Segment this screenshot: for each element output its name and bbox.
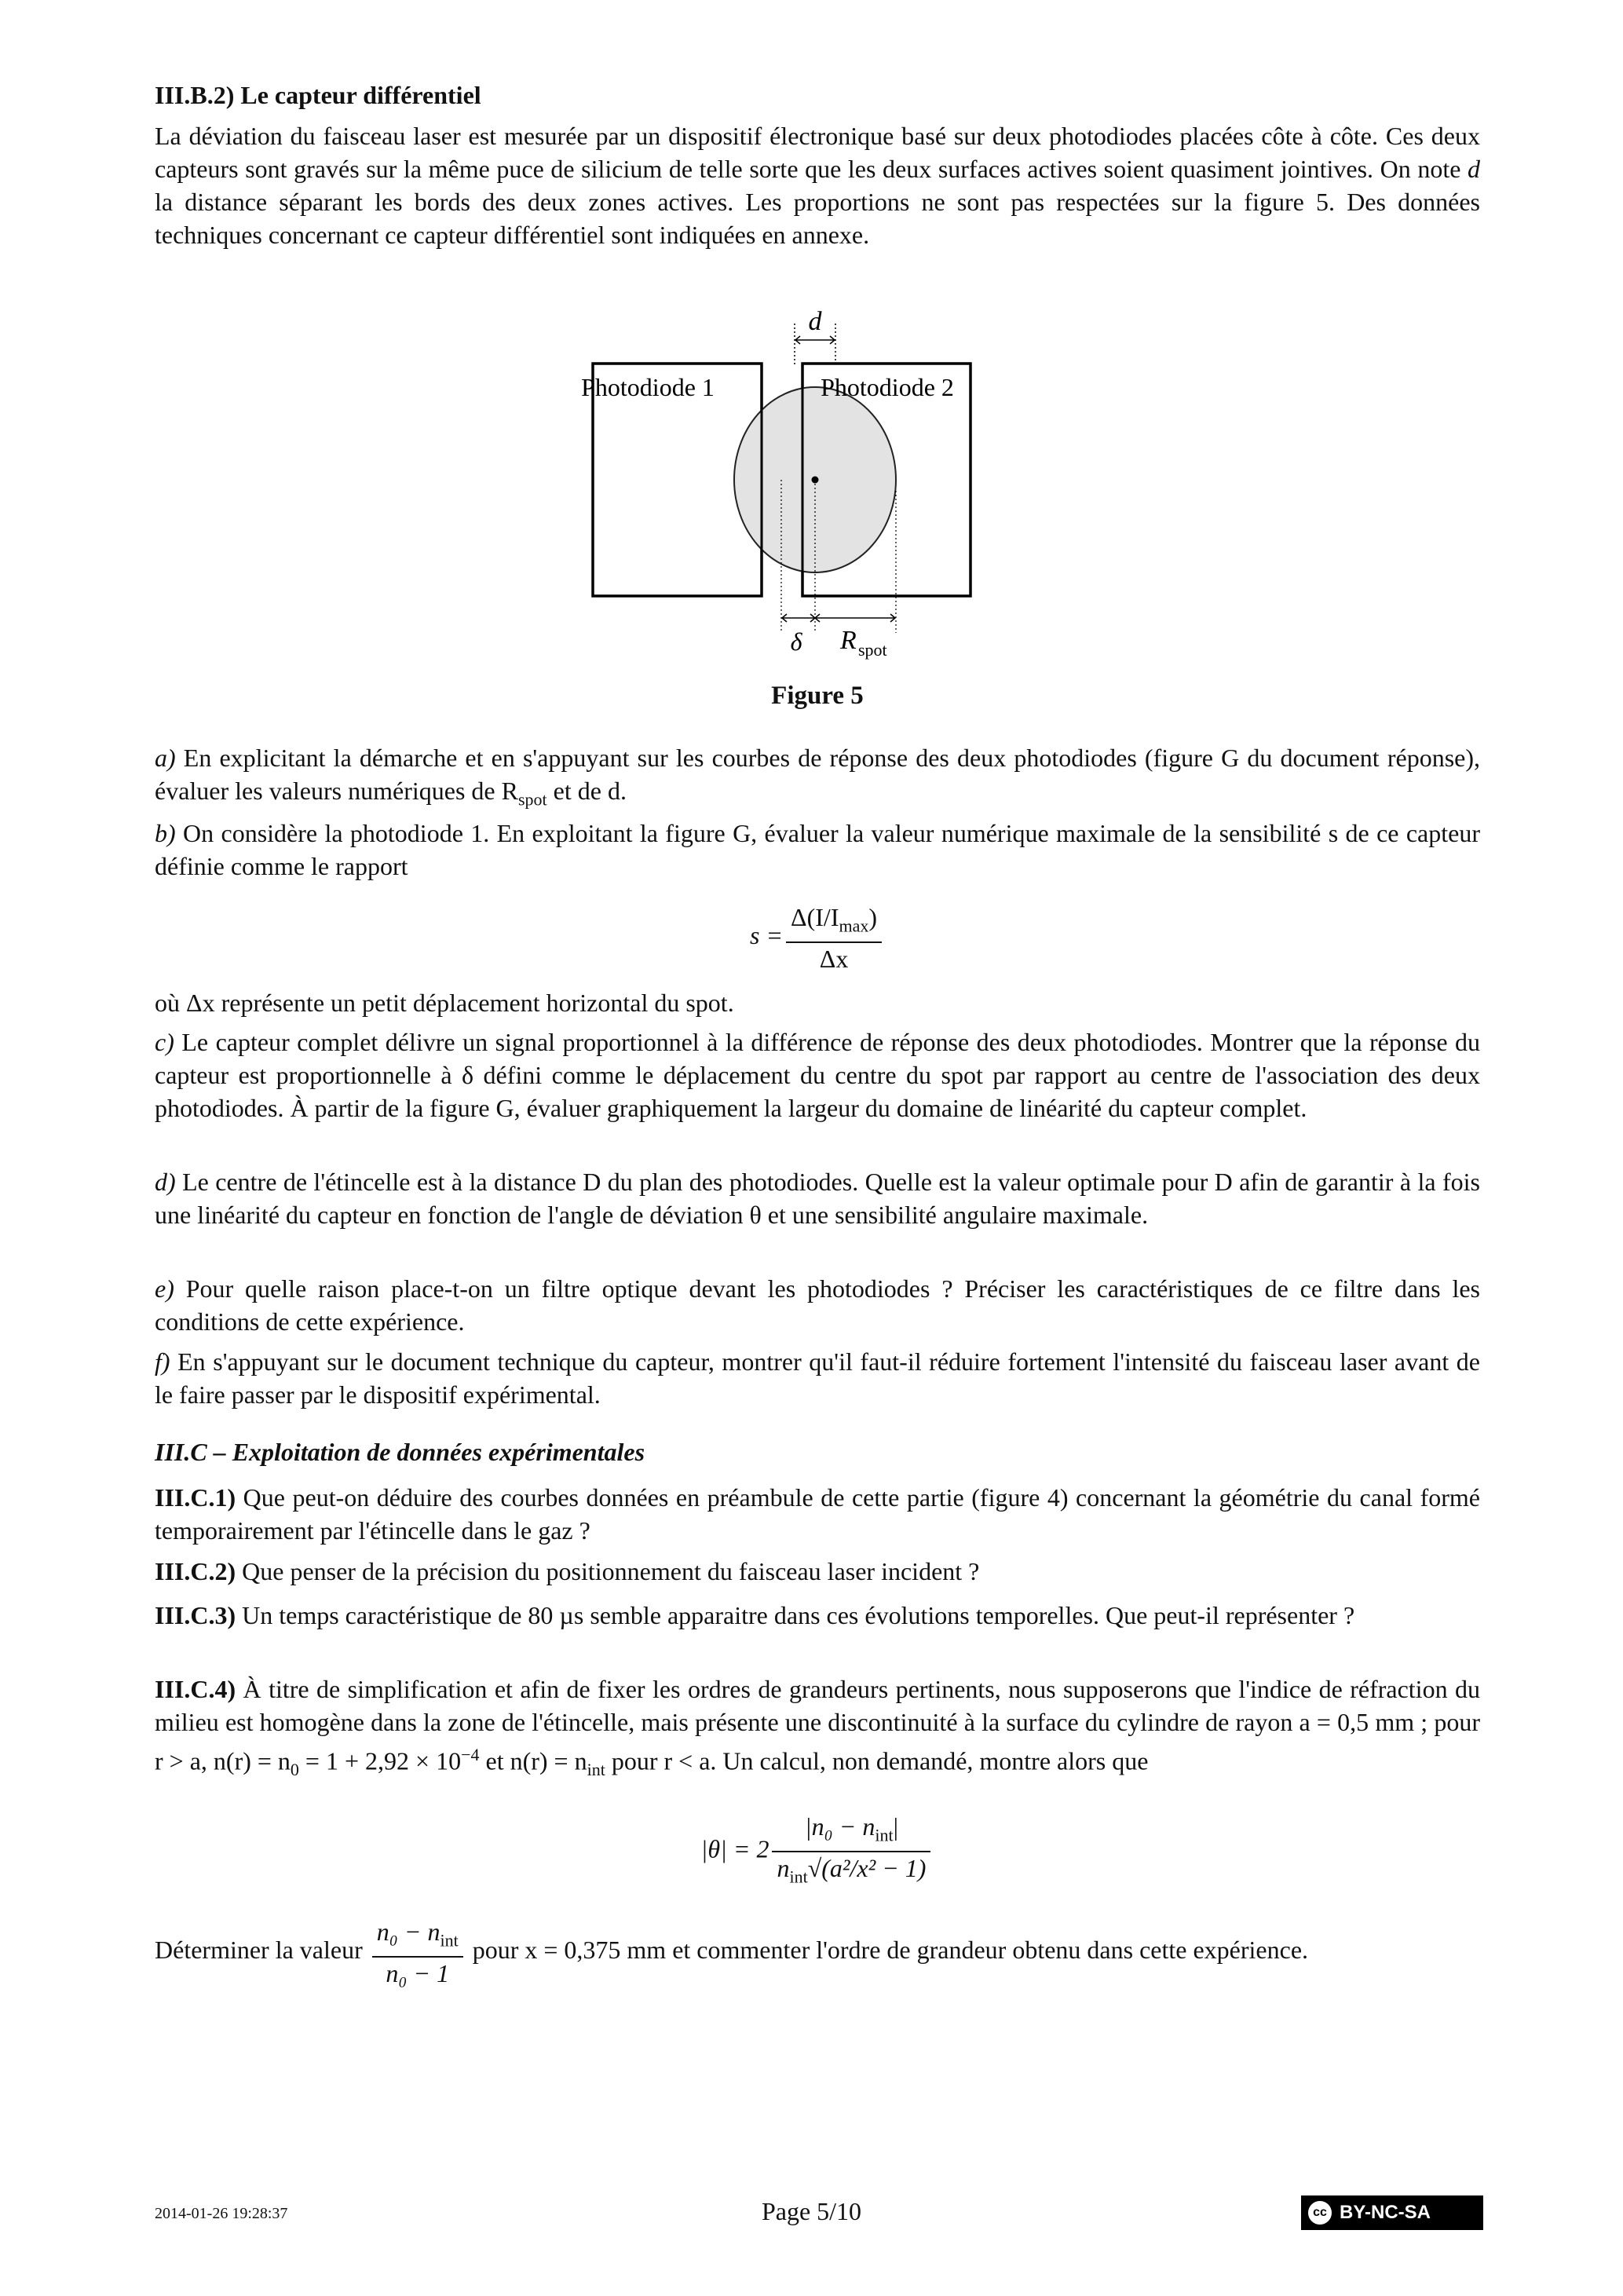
question-c1 [155,1481,1480,1547]
det-text-1: Déterminer la valeur [155,1936,363,1965]
eq-s-num-end: ) [868,903,878,931]
question-a [155,741,1480,816]
footer-page-number: Page 5/10 [761,2197,862,2225]
intro-text-1: La déviation du faisceau laser est mesurée par un dispositif électronique basé sur deux photodiodes placées côte à côte. Ces deux capteurs sont gravés sur la même puce de silicium de telle sorte que les deux surfaces actives soient quasiment jointives. On note [155,122,1480,183]
section-heading-c: III.C – Exploitation de données expérimentales [155,1438,645,1466]
question-a-end: et de d. [546,777,627,805]
eq-theta-num-sub: int [875,1825,894,1845]
question-c1-text: Que peut-on déduire des courbes données en préambule de cette partie (figure 4) concernant la géométrie du canal formé temporairement par l'étincelle dans le gaz ? [155,1483,1480,1545]
question-e [155,1272,1480,1338]
question-c-text: Le capteur complet délivre un signal proportionnel à la différence de réponse des deux photodiodes. Montrer que la réponse du capteur est proportionnelle à δ défini comme le déplacement du centre du spot par rapport au centre de l'association des deux photodiodes. À partir de la figure G, évaluer graphiquement la largeur du domaine de linéarité du capteur complet. [155,1028,1480,1122]
question-d-label: d) [155,1168,176,1196]
question-f-text: En s'appuyant sur le document technique du capteur, montrer qu'il faut-il réduire fortement l'intensité du faisceau laser avant de le faire passer par le dispositif expérimental. [155,1347,1480,1409]
eq-theta-num-end: | [893,1812,899,1841]
intro-text-2: la distance séparant les bords des deux zones actives. Les proportions ne sont pas respectées sur la figure 5. Des données techniques concernant ce capteur différentiel sont indiquées en annexe. [155,188,1480,249]
label-r-sub: spot [858,640,887,660]
eq-theta-den-sub: int [789,1866,808,1887]
eq-theta-den-root: √(a²/x² − 1) [807,1854,927,1883]
final-question [155,1916,1480,1989]
question-c2-label: III.C.2) [155,1557,236,1585]
question-c2-text: Que penser de la précision du positionnement du faisceau laser incident ? [236,1557,980,1585]
question-c3-label: III.C.3) [155,1601,236,1629]
question-c-label: c) [155,1028,174,1056]
eq-theta-lhs: |θ| = 2 [700,1834,769,1863]
figure-caption: Figure 5 [771,682,864,710]
equation-sensitivity [155,901,1480,974]
question-c4-exp: −4 [461,1745,480,1764]
delta-x-note: où Δx représente un petit déplacement horizontal du spot. [155,989,734,1017]
eq-s-num: Δ(I/I [791,903,839,931]
question-c1-label: III.C.1) [155,1483,236,1512]
question-c4-label: III.C.4) [155,1675,236,1703]
question-f [155,1345,1480,1411]
question-d [155,1165,1480,1231]
intro-paragraph [155,119,1480,251]
question-f-label: f) [155,1347,170,1376]
question-c4-text-1: À titre de simplification et afin de fixer les ordres de grandeurs pertinents, nous supposerons que l'indice de réfraction du milieu est homogène dans la zone de l'étincelle, mais présente une discontinuité à la surface du cylindre de rayon a = 0,5 mm ; pour r > a, n(r) = n [155,1675,1480,1775]
eq-theta-num: |n₀ − n [804,1812,875,1841]
footer-timestamp: 2014-01-26 19:28:37 [155,2205,288,2222]
question-a-text: En explicitant la démarche et en s'appuyant sur les courbes de réponse des deux photodiodes (figure G du document réponse), évaluer les valeurs numériques de R [155,744,1480,805]
question-c3-text: Un temps caractéristique de 80 µs semble apparaitre dans ces évolutions temporelles. Que peut-il représenter ? [236,1601,1355,1629]
question-b-label: b) [155,819,176,847]
label-photodiode-2: Photodiode 2 [821,373,954,401]
question-a-sub: spot [517,789,547,810]
eq-s-lhs: s = [749,921,784,950]
det-num-sub: int [440,1930,459,1951]
question-b-text: On considère la photodiode 1. En exploitant la figure G, évaluer la valeur numérique maximale de la sensibilité s de ce capteur définie comme le rapport [155,819,1480,880]
cc-logo-icon: cc [1307,2199,1333,2226]
label-delta: δ [790,627,802,656]
question-e-label: e) [155,1274,174,1303]
question-c4-text-3: et n(r) = n [479,1746,587,1775]
cc-license-badge [1301,2195,1483,2230]
question-c2 [155,1555,1480,1588]
license-text: BY-NC-SA [1340,2202,1431,2223]
det-num: n₀ − n [376,1918,440,1946]
question-b [155,817,1480,883]
question-e-text: Pour quelle raison place-t-on un filtre optique devant les photodiodes ? Préciser les caractéristiques de ce filtre dans les conditions de cette expérience. [155,1274,1480,1336]
question-c4-sub0: 0 [290,1760,299,1780]
det-text-2: pour x = 0,375 mm et commenter l'ordre de grandeur obtenu dans cette expérience. [472,1936,1309,1965]
figure-5-diagram [550,298,1052,675]
question-a-label: a) [155,744,176,772]
equation-theta [155,1811,1480,1893]
question-c4-text-4: pour r < a. Un calcul, non demandé, montre alors que [605,1746,1149,1775]
question-c [155,1026,1480,1124]
question-c4 [155,1673,1480,1786]
question-c4-subint: int [587,1760,605,1780]
eq-s-den: Δx [819,945,849,974]
label-r: R [840,626,857,655]
question-c4-text-2: = 1 + 2,92 × 10 [298,1746,462,1775]
eq-theta-den-n: n [777,1854,790,1883]
label-photodiode-1: Photodiode 1 [581,373,715,401]
eq-s-num-sub: max [839,916,869,936]
det-den: n₀ − 1 [386,1959,450,1988]
label-d: d [808,307,822,336]
question-d-text: Le centre de l'étincelle est à la distance D du plan des photodiodes. Quelle est la valeur optimale pour D afin de garantir à la fois une linéarité du capteur en fonction de l'angle de déviation θ et une sensibilité angulaire maximale. [155,1168,1480,1229]
question-c3 [155,1599,1480,1632]
intro-var-d: d [1468,155,1480,183]
section-heading-b2: III.B.2) Le capteur différentiel [155,81,481,109]
